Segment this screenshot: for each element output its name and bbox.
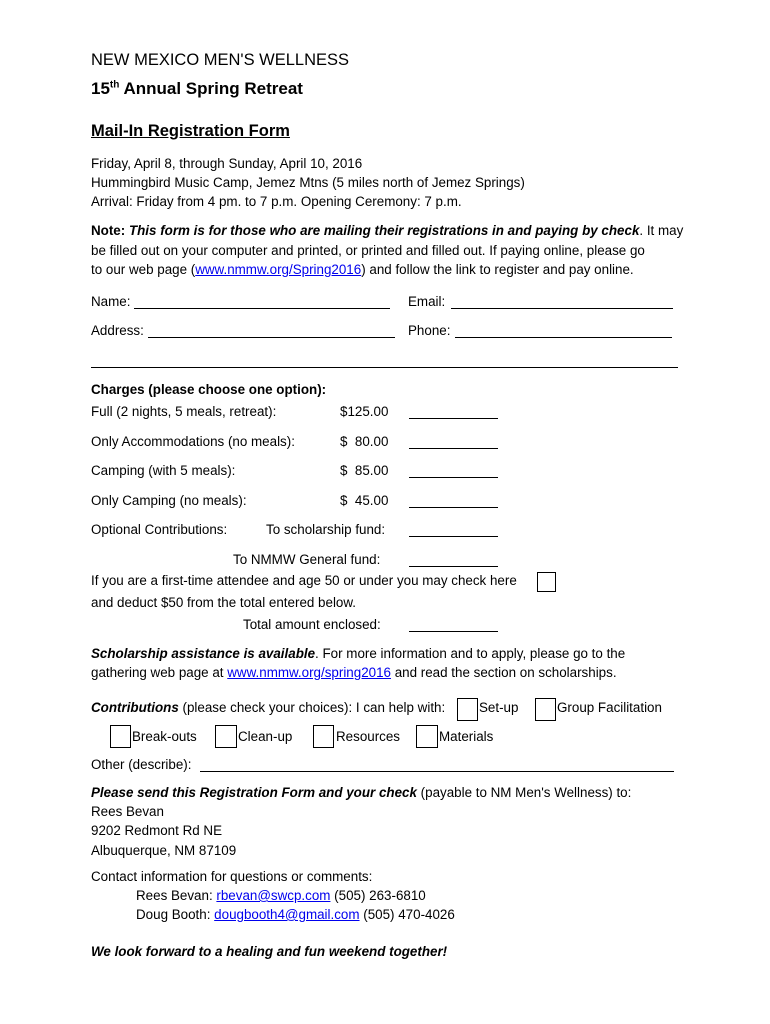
other-label: Other (describe): bbox=[91, 757, 192, 772]
charge-label-camping-meals: Camping (with 5 meals): bbox=[91, 463, 236, 478]
group-facilitation-checkbox[interactable] bbox=[535, 698, 556, 721]
note-line-3: to our web page (www.nmmw.org/Spring2016) and follow the link to register and pay online. bbox=[91, 262, 634, 277]
charge-label-full: Full (2 nights, 5 meals, retreat): bbox=[91, 404, 277, 419]
cleanup-checkbox[interactable] bbox=[215, 725, 237, 748]
contact-rees: Rees Bevan: rbevan@swcp.com (505) 263-6810 bbox=[136, 888, 426, 903]
general-fund-label: To NMMW General fund: bbox=[233, 552, 381, 567]
note-line-2: be filled out on your computer and printed, or printed and filled out. If paying online, please go bbox=[91, 243, 645, 258]
total-amount-field[interactable] bbox=[409, 631, 498, 632]
general-fund-field[interactable] bbox=[409, 566, 498, 567]
materials-checkbox[interactable] bbox=[416, 725, 438, 748]
contact-heading: Contact information for questions or comments: bbox=[91, 869, 373, 884]
total-label: Total amount enclosed: bbox=[243, 617, 381, 632]
web-page-link[interactable]: www.nmmw.org/Spring2016 bbox=[195, 262, 362, 277]
email-label: Email: bbox=[408, 294, 446, 309]
breakouts-checkbox[interactable] bbox=[110, 725, 131, 748]
charge-amount-camping-meals-field[interactable] bbox=[409, 477, 498, 478]
materials-label: Materials bbox=[439, 729, 494, 744]
breakouts-label: Break-outs bbox=[132, 729, 197, 744]
rees-email-link[interactable]: rbevan@swcp.com bbox=[216, 888, 331, 903]
cleanup-label: Clean-up bbox=[238, 729, 293, 744]
name-field[interactable] bbox=[134, 308, 390, 309]
charge-amount-accommodations-field[interactable] bbox=[409, 448, 498, 449]
mailing-instruction: Please send this Registration Form and your check (payable to NM Men's Wellness) to: bbox=[91, 785, 632, 800]
charge-amount-full-field[interactable] bbox=[409, 418, 498, 419]
optional-contributions-label: Optional Contributions: bbox=[91, 522, 228, 537]
mailing-name: Rees Bevan bbox=[91, 804, 164, 819]
contributions-prompt: Contributions (please check your choices): I can help with: bbox=[91, 700, 446, 715]
charge-label-accommodations: Only Accommodations (no meals): bbox=[91, 434, 295, 449]
org-title: NEW MEXICO MEN'S WELLNESS bbox=[91, 51, 350, 69]
charge-price-camping-meals: $ 85.00 bbox=[340, 463, 389, 478]
first-time-line-2: and deduct $50 from the total entered below. bbox=[91, 595, 357, 610]
address-line-2-field[interactable] bbox=[91, 367, 678, 368]
resources-checkbox[interactable] bbox=[313, 725, 334, 748]
group-facilitation-label: Group Facilitation bbox=[557, 700, 662, 715]
event-dates: Friday, April 8, through Sunday, April 10, 2016 bbox=[91, 156, 363, 171]
scholarship-line-2: gathering web page at www.nmmw.org/spring2016 and read the section on scholarships. bbox=[91, 665, 617, 680]
scholarship-fund-label: To scholarship fund: bbox=[266, 522, 386, 537]
email-field[interactable] bbox=[451, 308, 673, 309]
closing-message: We look forward to a healing and fun weekend together! bbox=[91, 944, 448, 959]
address-field[interactable] bbox=[148, 337, 395, 338]
name-label: Name: bbox=[91, 294, 131, 309]
phone-label: Phone: bbox=[408, 323, 451, 338]
retreat-title: 15th Annual Spring Retreat bbox=[91, 79, 303, 98]
scholarship-fund-field[interactable] bbox=[409, 536, 498, 537]
charge-price-accommodations: $ 80.00 bbox=[340, 434, 389, 449]
first-time-line-1: If you are a first-time attendee and age 50 or under you may check here bbox=[91, 573, 517, 588]
scholarship-line-1: Scholarship assistance is available. For more information and to apply, please go to the bbox=[91, 646, 626, 661]
first-time-checkbox[interactable] bbox=[537, 572, 556, 592]
charges-heading: Charges (please choose one option): bbox=[91, 382, 327, 397]
note-line-1: Note: This form is for those who are mailing their registrations in and paying by check. It may bbox=[91, 223, 684, 238]
form-title: Mail-In Registration Form bbox=[91, 122, 290, 140]
event-arrival: Arrival: Friday from 4 pm. to 7 p.m. Opening Ceremony: 7 p.m. bbox=[91, 194, 462, 209]
resources-label: Resources bbox=[336, 729, 401, 744]
phone-field[interactable] bbox=[455, 337, 672, 338]
setup-checkbox[interactable] bbox=[457, 698, 478, 721]
setup-label: Set-up bbox=[479, 700, 519, 715]
address-label: Address: bbox=[91, 323, 144, 338]
charge-price-camping-only: $ 45.00 bbox=[340, 493, 389, 508]
mailing-city: Albuquerque, NM 87109 bbox=[91, 843, 237, 858]
contact-doug: Doug Booth: dougbooth4@gmail.com (505) 470-4026 bbox=[136, 907, 455, 922]
event-location: Hummingbird Music Camp, Jemez Mtns (5 miles north of Jemez Springs) bbox=[91, 175, 525, 190]
charge-label-camping-only: Only Camping (no meals): bbox=[91, 493, 247, 508]
charge-amount-camping-only-field[interactable] bbox=[409, 507, 498, 508]
doug-email-link[interactable]: dougbooth4@gmail.com bbox=[214, 907, 360, 922]
mailing-street: 9202 Redmont Rd NE bbox=[91, 823, 223, 838]
charge-price-full: $125.00 bbox=[340, 404, 389, 419]
other-field[interactable] bbox=[200, 771, 674, 772]
scholarship-link[interactable]: www.nmmw.org/spring2016 bbox=[227, 665, 391, 680]
